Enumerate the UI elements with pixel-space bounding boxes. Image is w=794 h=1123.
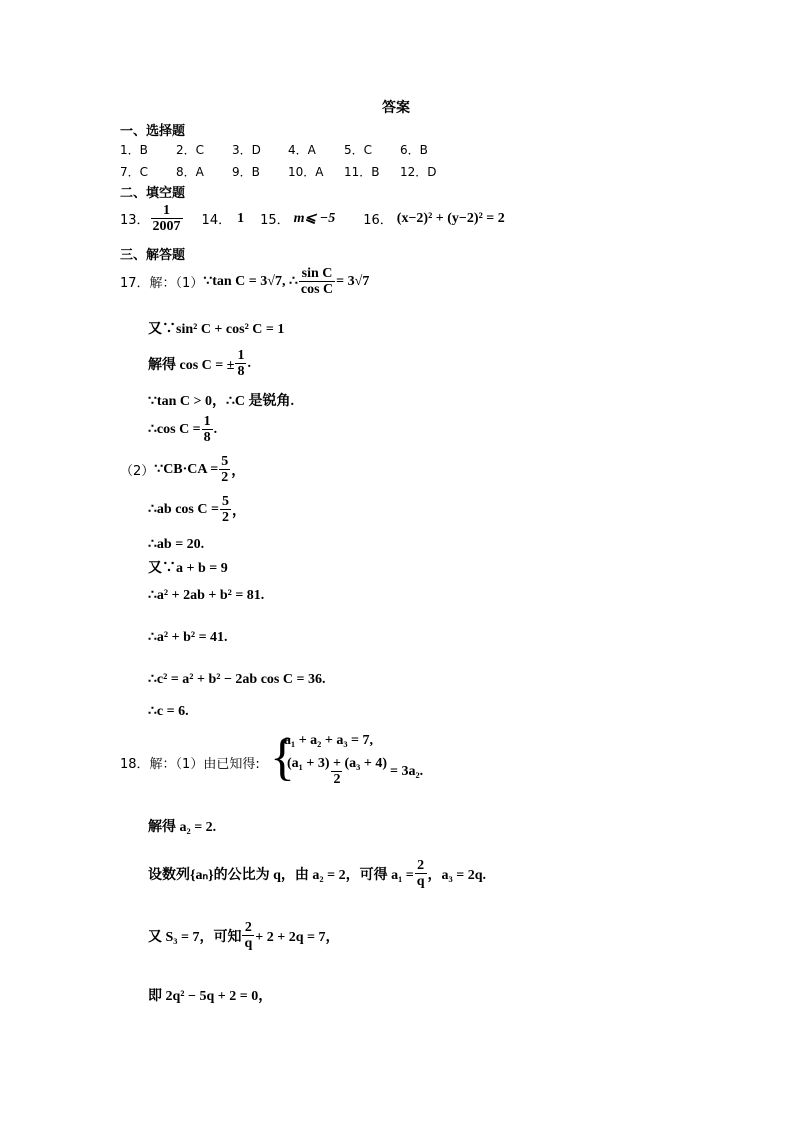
fraction-numerator: 2 <box>244 920 252 935</box>
fraction-denominator: q <box>416 874 425 889</box>
answer-item: 7．C <box>120 165 149 179</box>
math-expr: 解得 cos C = ± <box>148 357 235 373</box>
fraction-numerator: 1 <box>203 414 211 429</box>
math-expr: ， <box>231 503 246 519</box>
math-expr: ∴cos C = <box>148 422 201 437</box>
p18-line-2 <box>148 858 486 889</box>
q16-answer: (x−2)² + (y−2)² = 2 <box>396 210 505 226</box>
answer-item: 9．B <box>232 165 260 179</box>
fraction-denominator: 2 <box>221 510 229 525</box>
fraction <box>235 348 246 379</box>
p18-line-1: 解得 a₂ = 2. <box>148 820 217 835</box>
system-eq-1: a₁ + a₂ + a₃ = 7, <box>284 733 374 748</box>
q13-label: 13． <box>120 213 150 228</box>
p17-line-10: ∴a² + 2ab + b² = 81. <box>148 588 265 603</box>
q16-label: 16． <box>363 213 393 228</box>
answer-item: 11．B <box>344 165 380 179</box>
p18-line-4: 即 2q² − 5q + 2 = 0， <box>148 989 273 1004</box>
math-expr: ∵tan C = 3√7, ∴ <box>203 274 298 289</box>
fraction-numerator: 1 <box>237 348 245 363</box>
fill-answers <box>120 203 505 234</box>
p17-label: 17．解：（1） <box>120 276 204 291</box>
q13-fraction <box>151 203 183 234</box>
math-expr: . <box>247 355 251 371</box>
choice-row-2 <box>120 163 456 180</box>
math-expr: ∴ab cos C = <box>148 502 219 517</box>
fraction-numerator: (a₁ + 3) + (a₃ + 4) <box>287 756 387 771</box>
math-expr: 又 S₃ = 7，可知 <box>148 929 242 945</box>
q14-answer: 1 <box>237 210 245 226</box>
p17-line-5 <box>148 414 217 445</box>
fraction <box>242 920 254 951</box>
fraction-numerator: sin C <box>301 266 333 281</box>
math-expr: = 3√7 <box>336 273 370 289</box>
fraction-numerator: 2 <box>417 858 425 873</box>
fraction-numerator: 5 <box>221 454 229 469</box>
fraction-denominator: 8 <box>203 430 211 445</box>
answer-item: 3．D <box>232 143 261 157</box>
section-fill-heading: 二、填空题 <box>120 186 186 201</box>
part-2-label: （2） <box>120 464 155 479</box>
q15-answer: m⩽ −5 <box>293 211 336 226</box>
math-expr: 设数列{aₙ}的公比为 q，由 a₂ = 2，可得 a₁ = <box>148 867 414 883</box>
answer-item: 1．B <box>120 143 148 157</box>
fraction <box>220 494 231 525</box>
fraction <box>415 858 427 889</box>
answer-item: 6．B <box>400 143 428 157</box>
math-expr: ，a₃ = 2q. <box>427 867 487 883</box>
math-expr: . <box>213 421 218 437</box>
answer-item: 8．A <box>176 165 204 179</box>
fraction <box>285 756 389 787</box>
fraction-numerator: 1 <box>163 203 171 218</box>
p17-line-2: 又∵sin² C + cos² C = 1 <box>148 322 285 337</box>
fraction-denominator: q <box>244 936 253 951</box>
math-expr: + 2 + 2q = 7， <box>255 929 340 945</box>
fraction <box>219 454 230 485</box>
math-expr: = 3a₂. <box>389 763 424 779</box>
q14-label: 14． <box>201 213 232 228</box>
section-choice-heading: 一、选择题 <box>120 124 186 139</box>
system-eq-2 <box>284 756 423 787</box>
p17-line-11: ∴a² + b² = 41. <box>148 630 228 645</box>
page-title: 答案 <box>382 100 410 116</box>
p17-line-7 <box>148 494 246 525</box>
p17-line-13: ∴c = 6. <box>148 704 189 719</box>
q15-label: 15． <box>260 213 290 228</box>
choice-row-1 <box>120 141 456 158</box>
fraction-denominator: 8 <box>237 364 245 379</box>
p17-line-9: 又∵a + b = 9 <box>148 561 228 576</box>
fraction-denominator: cos C <box>300 282 334 297</box>
answer-item: 10．A <box>288 165 324 179</box>
section-solve-heading: 三、解答题 <box>120 248 186 263</box>
p17-line-3 <box>148 348 251 379</box>
math-expr: ， <box>231 463 246 479</box>
answer-item: 4．A <box>288 143 316 157</box>
p17-line-1 <box>120 266 369 297</box>
fraction <box>202 414 213 445</box>
p18-label: 18．解：（1）由已知得: <box>120 757 260 772</box>
p17-line-12: ∴c² = a² + b² − 2ab cos C = 36. <box>148 672 326 687</box>
p17-line-4: ∵tan C > 0，∴C 是锐角. <box>148 394 294 409</box>
math-expr: ∵CB·CA = <box>154 462 219 477</box>
answer-item: 5．C <box>344 143 373 157</box>
brace-symbol: { <box>270 729 295 786</box>
p18-line-3 <box>148 920 339 951</box>
fraction-denominator: 2 <box>221 470 229 485</box>
fraction-denominator: 2007 <box>152 219 181 234</box>
fraction <box>299 266 335 297</box>
fraction-numerator: 5 <box>221 494 229 509</box>
fraction-denominator: 2 <box>333 772 341 787</box>
p17-line-6 <box>120 454 245 485</box>
answer-item: 2．C <box>176 143 205 157</box>
p17-line-8: ∴ab = 20. <box>148 537 205 552</box>
answer-item: 12．D <box>400 165 437 179</box>
